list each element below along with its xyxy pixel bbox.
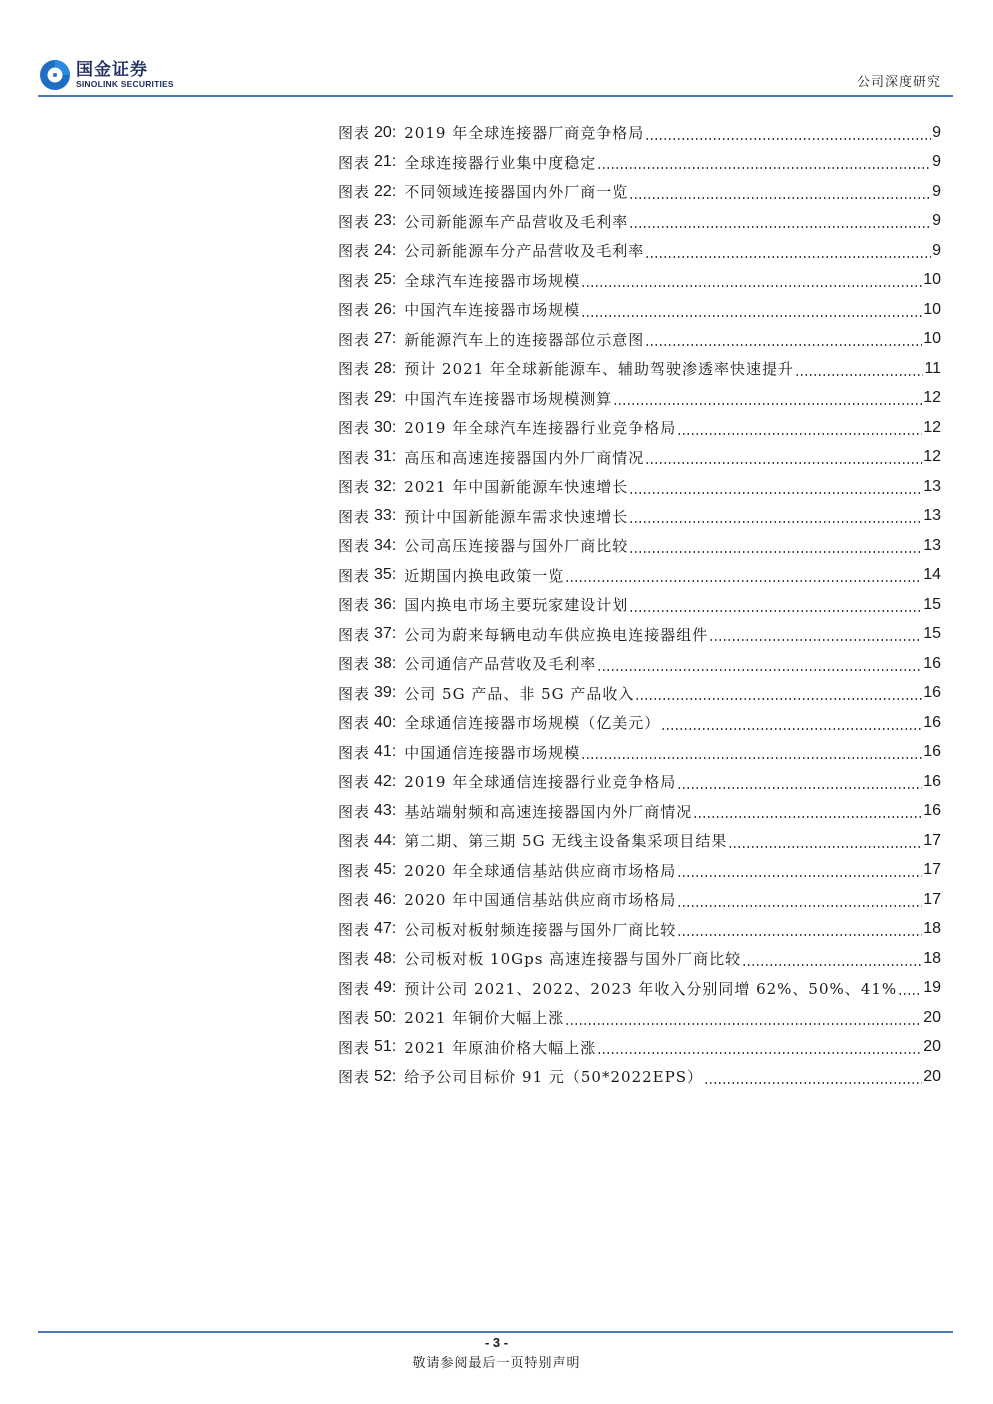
toc-dot-leader (629, 551, 922, 553)
toc-entry-page[interactable]: 10 (923, 330, 941, 348)
toc-entry-colon: : (391, 212, 397, 230)
toc-entry[interactable] (338, 384, 941, 414)
toc-entry-page[interactable]: 13 (923, 536, 941, 554)
toc-entry-label: 图表 (338, 301, 371, 320)
toc-entry-page[interactable]: 16 (923, 802, 941, 820)
toc-dot-leader (597, 1052, 922, 1054)
toc-entry[interactable] (338, 826, 941, 856)
toc-entry-page[interactable]: 12 (923, 389, 941, 407)
toc-dot-leader (613, 403, 922, 405)
toc-entry-page[interactable]: 9 (932, 153, 941, 171)
toc-entry-label: 图表 (338, 979, 371, 998)
toc-entry-title[interactable]: 2019 年全球通信连接器行业竞争格局 (404, 773, 677, 792)
toc-dot-leader (629, 610, 922, 612)
toc-entry-colon: : (391, 713, 397, 731)
toc-entry-colon: : (391, 536, 397, 554)
toc-entry[interactable] (338, 266, 941, 296)
toc-entry-label: 图表 (338, 832, 371, 851)
figure-index-list (338, 118, 941, 1092)
toc-entry-label: 图表 (338, 478, 371, 497)
toc-entry-number: 28 (374, 359, 392, 377)
toc-entry-number: 37 (374, 625, 392, 643)
toc-entry-number: 35 (374, 566, 392, 584)
toc-entry-title[interactable]: 中国通信连接器市场规模 (404, 743, 581, 762)
toc-entry-colon: : (391, 684, 397, 702)
toc-entry-title[interactable]: 公司 5G 产品、非 5G 产品收入 (404, 684, 635, 703)
toc-entry[interactable] (338, 708, 941, 738)
toc-entry-label: 图表 (338, 625, 371, 644)
toc-entry-title[interactable]: 2019 年全球连接器厂商竞争格局 (404, 124, 645, 143)
toc-entry-page[interactable]: 20 (923, 1008, 941, 1026)
toc-entry-number: 45 (374, 861, 392, 879)
toc-entry-number: 31 (374, 448, 392, 466)
toc-dot-leader (629, 197, 931, 199)
toc-entry-number: 49 (374, 979, 392, 997)
toc-entry-page[interactable]: 17 (923, 831, 941, 849)
toc-entry[interactable] (338, 679, 941, 709)
toc-dot-leader (581, 757, 922, 759)
toc-entry-title[interactable]: 公司板对板射频连接器与国外厂商比较 (404, 920, 677, 939)
toc-entry-colon: : (391, 949, 397, 967)
toc-entry-colon: : (391, 241, 397, 259)
toc-entry-page[interactable]: 18 (923, 949, 941, 967)
toc-entry[interactable] (338, 738, 941, 768)
toc-entry-title[interactable]: 国内换电市场主要玩家建设计划 (404, 596, 629, 615)
toc-entry-label: 图表 (338, 360, 371, 379)
toc-entry-title[interactable]: 预计公司 2021、2022、2023 年收入分别同增 62%、50%、41% (404, 979, 898, 998)
report-type-label: 公司深度研究 (856, 75, 941, 90)
toc-entry-page[interactable]: 9 (932, 182, 941, 200)
toc-entry-title[interactable]: 高压和高速连接器国内外厂商情况 (404, 448, 645, 467)
toc-entry-page[interactable]: 19 (923, 979, 941, 997)
toc-entry-colon: : (391, 566, 397, 584)
toc-entry-page[interactable]: 10 (923, 271, 941, 289)
toc-entry-title[interactable]: 中国汽车连接器市场规模 (404, 301, 581, 320)
toc-entry-label: 图表 (338, 537, 371, 556)
toc-entry-label: 图表 (338, 891, 371, 910)
toc-entry[interactable] (338, 620, 941, 650)
toc-entry-title[interactable]: 2020 年中国通信基站供应商市场格局 (404, 891, 677, 910)
footer-divider (38, 1331, 953, 1333)
toc-entry-title[interactable]: 新能源汽车上的连接器部位示意图 (404, 330, 645, 349)
toc-entry-number: 22 (374, 182, 392, 200)
toc-entry[interactable] (338, 354, 941, 384)
toc-dot-leader (581, 315, 922, 317)
toc-entry[interactable] (338, 443, 941, 473)
toc-dot-leader (645, 256, 931, 258)
toc-entry-page[interactable]: 17 (923, 861, 941, 879)
toc-entry-number: 46 (374, 890, 392, 908)
toc-entry-label: 图表 (338, 684, 371, 703)
logo-chinese-name: 国金证券 (76, 60, 148, 80)
toc-entry-label: 图表 (338, 271, 371, 290)
toc-entry-colon: : (391, 300, 397, 318)
toc-entry-number: 24 (374, 241, 392, 259)
toc-entry-label: 图表 (338, 153, 371, 172)
toc-entry-label: 图表 (338, 124, 371, 143)
toc-dot-leader (597, 167, 931, 169)
toc-entry-colon: : (391, 654, 397, 672)
toc-entry-title[interactable]: 全球汽车连接器市场规模 (404, 271, 581, 290)
toc-entry-page[interactable]: 20 (923, 1067, 941, 1085)
toc-entry-number: 29 (374, 389, 392, 407)
toc-entry-title[interactable]: 公司为蔚来每辆电动车供应换电连接器组件 (404, 625, 709, 644)
toc-entry-colon: : (391, 182, 397, 200)
toc-dot-leader (677, 787, 922, 789)
toc-entry-label: 图表 (338, 714, 371, 733)
toc-entry-page[interactable]: 9 (932, 212, 941, 230)
toc-entry-number: 26 (374, 300, 392, 318)
sinolink-logo-icon (38, 58, 72, 92)
toc-entry[interactable] (338, 561, 941, 591)
logo-english-name: SINOLINK SECURITIES (76, 79, 174, 89)
toc-entry-colon: : (391, 802, 397, 820)
toc-dot-leader (898, 993, 922, 995)
toc-entry-colon: : (391, 448, 397, 466)
toc-dot-leader (629, 492, 922, 494)
toc-entry[interactable] (338, 236, 941, 266)
toc-entry-title[interactable]: 2021 年铜价大幅上涨 (404, 1009, 565, 1028)
toc-entry-number: 30 (374, 418, 392, 436)
toc-entry-label: 图表 (338, 183, 371, 202)
toc-entry-number: 20 (374, 123, 392, 141)
toc-entry[interactable] (338, 649, 941, 679)
toc-entry-colon: : (391, 920, 397, 938)
toc-entry-colon: : (391, 831, 397, 849)
toc-entry-colon: : (391, 979, 397, 997)
toc-entry[interactable] (338, 295, 941, 325)
toc-entry-colon: : (391, 1008, 397, 1026)
toc-entry-number: 21 (374, 153, 392, 171)
toc-entry-number: 25 (374, 271, 392, 289)
toc-entry-label: 图表 (338, 1038, 371, 1057)
toc-entry-page[interactable]: 16 (923, 743, 941, 761)
toc-dot-leader (677, 433, 922, 435)
toc-entry-title[interactable]: 第二期、第三期 5G 无线主设备集采项目结果 (404, 832, 728, 851)
toc-entry[interactable] (338, 472, 941, 502)
toc-dot-leader (661, 728, 922, 730)
toc-entry[interactable] (338, 974, 941, 1004)
toc-entry[interactable] (338, 885, 941, 915)
toc-entry-colon: : (391, 418, 397, 436)
toc-entry-title[interactable]: 2020 年全球通信基站供应商市场格局 (404, 861, 677, 880)
toc-entry-label: 图表 (338, 330, 371, 349)
toc-dot-leader (677, 905, 922, 907)
toc-entry-number: 47 (374, 920, 392, 938)
toc-dot-leader (728, 846, 922, 848)
toc-dot-leader (629, 521, 922, 523)
toc-entry-number: 40 (374, 713, 392, 731)
toc-entry-page[interactable]: 13 (923, 507, 941, 525)
toc-entry-label: 图表 (338, 448, 371, 467)
toc-entry-colon: : (391, 477, 397, 495)
toc-dot-leader (677, 875, 922, 877)
toc-entry-title[interactable]: 全球连接器行业集中度稳定 (404, 153, 597, 172)
toc-entry-number: 43 (374, 802, 392, 820)
toc-entry-label: 图表 (338, 743, 371, 762)
toc-entry-colon: : (391, 861, 397, 879)
toc-entry-page[interactable]: 9 (932, 123, 941, 141)
toc-entry[interactable] (338, 944, 941, 974)
toc-entry-title[interactable]: 2021 年中国新能源车快速增长 (404, 478, 629, 497)
toc-entry-page[interactable]: 15 (923, 595, 941, 613)
toc-dot-leader (645, 462, 922, 464)
toc-entry-title[interactable]: 给予公司目标价 91 元（50*2022EPS） (404, 1068, 703, 1087)
toc-entry-number: 23 (374, 212, 392, 230)
toc-dot-leader (677, 934, 922, 936)
toc-entry-number: 41 (374, 743, 392, 761)
toc-entry[interactable] (338, 148, 941, 178)
toc-entry-label: 图表 (338, 389, 371, 408)
toc-entry-label: 图表 (338, 802, 371, 821)
toc-entry[interactable] (338, 915, 941, 945)
toc-entry-number: 34 (374, 536, 392, 554)
toc-entry[interactable] (338, 1062, 941, 1092)
toc-entry-number: 38 (374, 654, 392, 672)
page-header (38, 55, 953, 97)
toc-entry-colon: : (391, 123, 397, 141)
toc-entry-title[interactable]: 公司新能源车产品营收及毛利率 (404, 212, 629, 231)
toc-entry-page[interactable]: 11 (924, 359, 941, 377)
header-divider (38, 95, 953, 97)
toc-entry-title[interactable]: 公司新能源车分产品营收及毛利率 (404, 242, 645, 261)
toc-entry-title[interactable]: 公司板对板 10Gps 高速连接器与国外厂商比较 (404, 950, 742, 969)
toc-entry[interactable] (338, 531, 941, 561)
toc-entry-page[interactable]: 16 (923, 713, 941, 731)
disclaimer-note: 敬请参阅最后一页特别声明 (412, 1356, 581, 1371)
toc-entry-colon: : (391, 890, 397, 908)
toc-entry-label: 图表 (338, 507, 371, 526)
toc-entry[interactable] (338, 325, 941, 355)
toc-dot-leader (565, 580, 922, 582)
toc-entry-page[interactable]: 15 (923, 625, 941, 643)
toc-dot-leader (565, 1023, 922, 1025)
toc-entry-title[interactable]: 不同领域连接器国内外厂商一览 (404, 183, 629, 202)
toc-entry-title[interactable]: 公司高压连接器与国外厂商比较 (404, 537, 629, 556)
toc-dot-leader (635, 698, 922, 700)
toc-entry-label: 图表 (338, 861, 371, 880)
toc-entry-number: 42 (374, 772, 392, 790)
toc-entry-colon: : (391, 359, 397, 377)
toc-entry[interactable] (338, 118, 941, 148)
toc-entry-label: 图表 (338, 1009, 371, 1028)
page-number: - 3 - (484, 1335, 509, 1350)
toc-entry-colon: : (391, 772, 397, 790)
toc-entry-page[interactable]: 20 (923, 1038, 941, 1056)
toc-entry[interactable] (338, 1003, 941, 1033)
toc-entry-page[interactable]: 14 (923, 566, 941, 584)
toc-entry-title[interactable]: 基站端射频和高速连接器国内外厂商情况 (404, 802, 693, 821)
toc-entry-title[interactable]: 全球通信连接器市场规模（亿美元） (404, 714, 661, 733)
toc-entry-colon: : (391, 625, 397, 643)
toc-entry-label: 图表 (338, 242, 371, 261)
toc-entry-colon: : (391, 271, 397, 289)
toc-entry-colon: : (391, 1067, 397, 1085)
toc-entry-number: 32 (374, 477, 392, 495)
toc-entry-label: 图表 (338, 596, 371, 615)
toc-entry-label: 图表 (338, 1068, 371, 1087)
toc-dot-leader (581, 285, 922, 287)
toc-entry-number: 44 (374, 831, 392, 849)
toc-entry-number: 39 (374, 684, 392, 702)
toc-entry[interactable] (338, 590, 941, 620)
toc-entry-page[interactable]: 16 (923, 684, 941, 702)
toc-entry-label: 图表 (338, 419, 371, 438)
toc-entry-number: 27 (374, 330, 392, 348)
toc-entry[interactable] (338, 856, 941, 886)
toc-entry[interactable] (338, 177, 941, 207)
toc-entry-title[interactable]: 预计中国新能源车需求快速增长 (404, 507, 629, 526)
toc-entry-label: 图表 (338, 212, 371, 231)
toc-entry-page[interactable]: 9 (932, 241, 941, 259)
toc-entry-title[interactable]: 预计 2021 年全球新能源车、辅助驾驶渗透率快速提升 (404, 360, 794, 379)
toc-entry-title[interactable]: 2019 年全球汽车连接器行业竞争格局 (404, 419, 677, 438)
toc-entry-page[interactable]: 17 (923, 890, 941, 908)
toc-entry-page[interactable]: 12 (923, 418, 941, 436)
toc-entry-page[interactable]: 12 (923, 448, 941, 466)
toc-entry[interactable] (338, 1033, 941, 1063)
toc-entry-title[interactable]: 2021 年原油价格大幅上涨 (404, 1038, 597, 1057)
toc-entry-number: 33 (374, 507, 392, 525)
toc-entry-colon: : (391, 595, 397, 613)
toc-entry-number: 51 (374, 1038, 392, 1056)
toc-entry-label: 图表 (338, 655, 371, 674)
toc-dot-leader (693, 816, 922, 818)
toc-entry-label: 图表 (338, 773, 371, 792)
toc-entry-colon: : (391, 507, 397, 525)
toc-entry-colon: : (391, 330, 397, 348)
toc-entry-label: 图表 (338, 920, 371, 939)
toc-dot-leader (795, 374, 923, 376)
toc-entry-colon: : (391, 389, 397, 407)
toc-entry-page[interactable]: 16 (923, 654, 941, 672)
toc-entry-page[interactable]: 18 (923, 920, 941, 938)
toc-entry-title[interactable]: 公司通信产品营收及毛利率 (404, 655, 597, 674)
logo-text (76, 61, 174, 89)
toc-dot-leader (645, 138, 931, 140)
toc-entry[interactable] (338, 797, 941, 827)
toc-entry-page[interactable]: 16 (923, 772, 941, 790)
toc-entry-number: 50 (374, 1008, 392, 1026)
toc-dot-leader (704, 1082, 922, 1084)
toc-dot-leader (645, 344, 922, 346)
toc-entry-label: 图表 (338, 950, 371, 969)
toc-entry-colon: : (391, 153, 397, 171)
company-logo (38, 57, 174, 93)
toc-entry-number: 36 (374, 595, 392, 613)
toc-entry[interactable] (338, 767, 941, 797)
toc-entry-colon: : (391, 743, 397, 761)
toc-entry-label: 图表 (338, 566, 371, 585)
toc-dot-leader (709, 639, 922, 641)
toc-entry-colon: : (391, 1038, 397, 1056)
toc-entry[interactable] (338, 207, 941, 237)
toc-entry-page[interactable]: 10 (923, 300, 941, 318)
toc-entry[interactable] (338, 502, 941, 532)
toc-entry[interactable] (338, 413, 941, 443)
toc-entry-number: 52 (374, 1067, 392, 1085)
toc-entry-number: 48 (374, 949, 392, 967)
toc-entry-page[interactable]: 13 (923, 477, 941, 495)
toc-dot-leader (742, 964, 922, 966)
toc-entry-title[interactable]: 中国汽车连接器市场规模测算 (404, 389, 613, 408)
toc-dot-leader (629, 226, 931, 228)
toc-dot-leader (597, 669, 922, 671)
toc-entry-title[interactable]: 近期国内换电政策一览 (404, 566, 565, 585)
